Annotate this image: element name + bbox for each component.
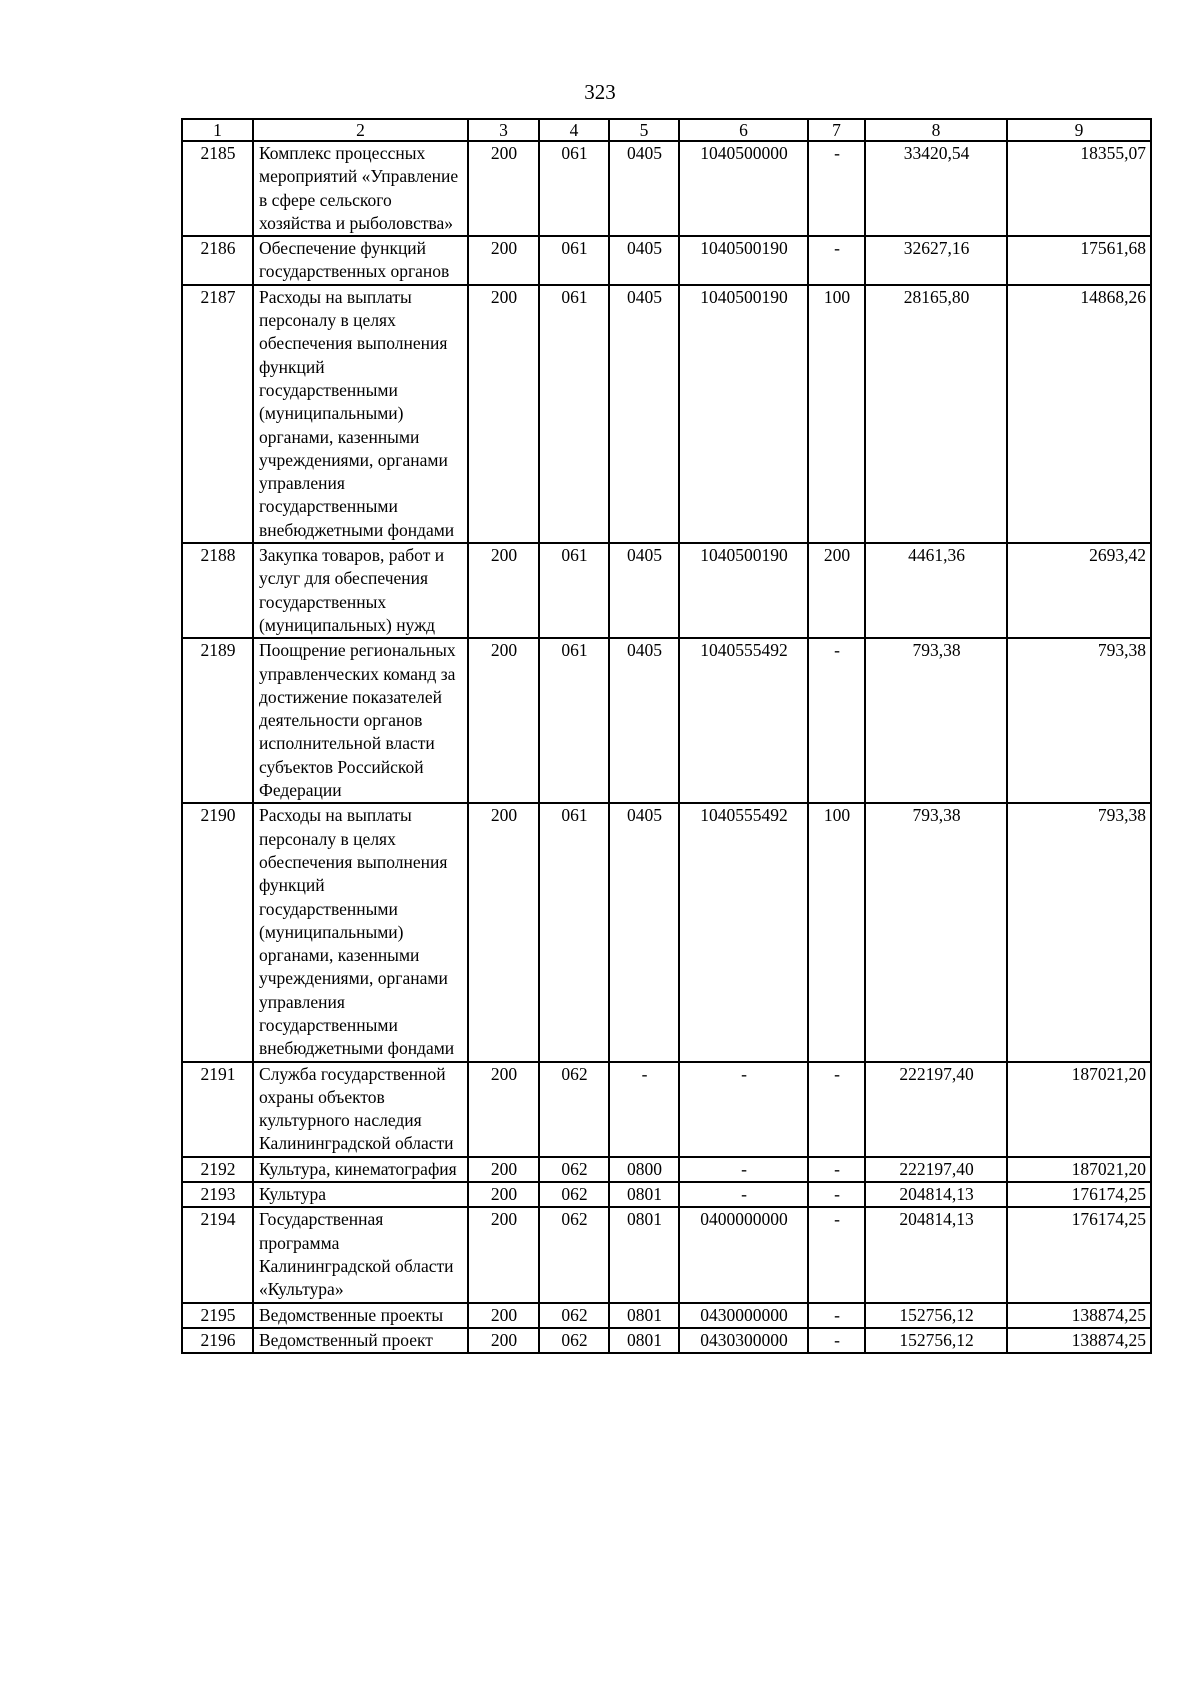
column-header: 4	[539, 119, 609, 141]
item-name: Ведомственный проект	[253, 1328, 468, 1353]
column-header: 1	[182, 119, 253, 141]
amount-cell: 204814,13	[865, 1207, 1007, 1302]
row-number: 2195	[182, 1303, 253, 1328]
code-cell: 1040500190	[679, 543, 808, 638]
code-cell: 061	[539, 141, 609, 236]
row-number: 2188	[182, 543, 253, 638]
row-number: 2192	[182, 1157, 253, 1182]
item-name: Служба государственной охраны объектов культурного наследия Калининградской области	[253, 1062, 468, 1157]
code-cell: 200	[468, 141, 539, 236]
table-row	[182, 1182, 1151, 1207]
item-name: Государственная программа Калининградской области «Культура»	[253, 1207, 468, 1302]
column-header: 9	[1007, 119, 1151, 141]
code-cell: 0400000000	[679, 1207, 808, 1302]
amount-cell: 32627,16	[865, 236, 1007, 285]
code-cell: 200	[468, 236, 539, 285]
amount-cell: 793,38	[865, 803, 1007, 1061]
row-number: 2189	[182, 638, 253, 803]
amount-cell: 793,38	[1007, 638, 1151, 803]
code-cell: -	[808, 236, 865, 285]
code-cell: 200	[468, 285, 539, 543]
code-cell: -	[808, 638, 865, 803]
amount-cell: 152756,12	[865, 1328, 1007, 1353]
code-cell: 200	[468, 1207, 539, 1302]
code-cell: -	[808, 1303, 865, 1328]
amount-cell: 222197,40	[865, 1062, 1007, 1157]
code-cell: 100	[808, 803, 865, 1061]
item-name: Расходы на выплаты персоналу в целях обеспечения выполнения функций государственными (муниципальными) органами, казенными учреждениями, органами управления государственными внебюджетными фондами	[253, 803, 468, 1061]
amount-cell: 204814,13	[865, 1182, 1007, 1207]
code-cell: 1040500000	[679, 141, 808, 236]
item-name: Расходы на выплаты персоналу в целях обеспечения выполнения функций государственными (муниципальными) органами, казенными учреждениями, органами управления государственными внебюджетными фондами	[253, 285, 468, 543]
code-cell: 062	[539, 1182, 609, 1207]
amount-cell: 152756,12	[865, 1303, 1007, 1328]
table-row	[182, 1062, 1151, 1157]
column-header: 7	[808, 119, 865, 141]
code-cell: 200	[468, 803, 539, 1061]
code-cell: -	[808, 1182, 865, 1207]
table-row	[182, 1303, 1151, 1328]
code-cell: -	[808, 1062, 865, 1157]
table-row	[182, 1207, 1151, 1302]
table-row	[182, 638, 1151, 803]
row-number: 2191	[182, 1062, 253, 1157]
table-row	[182, 543, 1151, 638]
item-name: Культура, кинематография	[253, 1157, 468, 1182]
item-name: Комплекс процессных мероприятий «Управление в сфере сельского хозяйства и рыболовства»	[253, 141, 468, 236]
amount-cell: 138874,25	[1007, 1303, 1151, 1328]
code-cell: 0801	[609, 1207, 679, 1302]
row-number: 2196	[182, 1328, 253, 1353]
column-header: 2	[253, 119, 468, 141]
column-header: 6	[679, 119, 808, 141]
item-name: Поощрение региональных управленческих команд за достижение показателей деятельности органов исполнительной власти субъектов Российской Федерации	[253, 638, 468, 803]
row-number: 2186	[182, 236, 253, 285]
code-cell: 0405	[609, 141, 679, 236]
amount-cell: 222197,40	[865, 1157, 1007, 1182]
code-cell: 061	[539, 638, 609, 803]
code-cell: 200	[468, 1328, 539, 1353]
code-cell: 0405	[609, 236, 679, 285]
table-header-row	[182, 119, 1151, 141]
item-name: Культура	[253, 1182, 468, 1207]
item-name: Обеспечение функций государственных органов	[253, 236, 468, 285]
table-row	[182, 803, 1151, 1061]
code-cell: -	[679, 1157, 808, 1182]
page-number: 323	[584, 80, 616, 104]
code-cell: 0801	[609, 1303, 679, 1328]
code-cell: 061	[539, 543, 609, 638]
code-cell: -	[808, 1328, 865, 1353]
amount-cell: 793,38	[1007, 803, 1151, 1061]
code-cell: 061	[539, 285, 609, 543]
item-name: Ведомственные проекты	[253, 1303, 468, 1328]
table-row	[182, 1157, 1151, 1182]
code-cell: 200	[468, 1182, 539, 1207]
code-cell: 061	[539, 803, 609, 1061]
code-cell: -	[679, 1062, 808, 1157]
row-number: 2193	[182, 1182, 253, 1207]
code-cell: 1040500190	[679, 236, 808, 285]
code-cell: 200	[468, 1062, 539, 1157]
budget-table	[181, 118, 1152, 1354]
code-cell: 200	[468, 1157, 539, 1182]
code-cell: 200	[468, 543, 539, 638]
code-cell: 0405	[609, 543, 679, 638]
amount-cell: 18355,07	[1007, 141, 1151, 236]
row-number: 2187	[182, 285, 253, 543]
amount-cell: 14868,26	[1007, 285, 1151, 543]
row-number: 2185	[182, 141, 253, 236]
table-row	[182, 236, 1151, 285]
table-row	[182, 1328, 1151, 1353]
amount-cell: 4461,36	[865, 543, 1007, 638]
code-cell: 061	[539, 236, 609, 285]
amount-cell: 2693,42	[1007, 543, 1151, 638]
code-cell: -	[679, 1182, 808, 1207]
code-cell: 062	[539, 1303, 609, 1328]
code-cell: 0405	[609, 803, 679, 1061]
column-header: 5	[609, 119, 679, 141]
code-cell: 200	[808, 543, 865, 638]
amount-cell: 187021,20	[1007, 1157, 1151, 1182]
amount-cell: 793,38	[865, 638, 1007, 803]
code-cell: 062	[539, 1328, 609, 1353]
code-cell: 062	[539, 1157, 609, 1182]
code-cell: -	[808, 1207, 865, 1302]
code-cell: 0430000000	[679, 1303, 808, 1328]
table-row	[182, 141, 1151, 236]
column-header: 3	[468, 119, 539, 141]
amount-cell: 138874,25	[1007, 1328, 1151, 1353]
code-cell: 0405	[609, 638, 679, 803]
code-cell: 0801	[609, 1328, 679, 1353]
code-cell: 0405	[609, 285, 679, 543]
amount-cell: 176174,25	[1007, 1207, 1151, 1302]
row-number: 2194	[182, 1207, 253, 1302]
code-cell: -	[808, 141, 865, 236]
code-cell: 0430300000	[679, 1328, 808, 1353]
code-cell: 1040555492	[679, 638, 808, 803]
amount-cell: 17561,68	[1007, 236, 1151, 285]
code-cell: 200	[468, 1303, 539, 1328]
table-row	[182, 285, 1151, 543]
amount-cell: 33420,54	[865, 141, 1007, 236]
code-cell: 100	[808, 285, 865, 543]
amount-cell: 187021,20	[1007, 1062, 1151, 1157]
item-name: Закупка товаров, работ и услуг для обеспечения государственных (муниципальных) нужд	[253, 543, 468, 638]
code-cell: -	[609, 1062, 679, 1157]
column-header: 8	[865, 119, 1007, 141]
code-cell: -	[808, 1157, 865, 1182]
code-cell: 1040555492	[679, 803, 808, 1061]
amount-cell: 176174,25	[1007, 1182, 1151, 1207]
row-number: 2190	[182, 803, 253, 1061]
amount-cell: 28165,80	[865, 285, 1007, 543]
code-cell: 200	[468, 638, 539, 803]
code-cell: 1040500190	[679, 285, 808, 543]
code-cell: 0800	[609, 1157, 679, 1182]
code-cell: 062	[539, 1062, 609, 1157]
code-cell: 062	[539, 1207, 609, 1302]
code-cell: 0801	[609, 1182, 679, 1207]
